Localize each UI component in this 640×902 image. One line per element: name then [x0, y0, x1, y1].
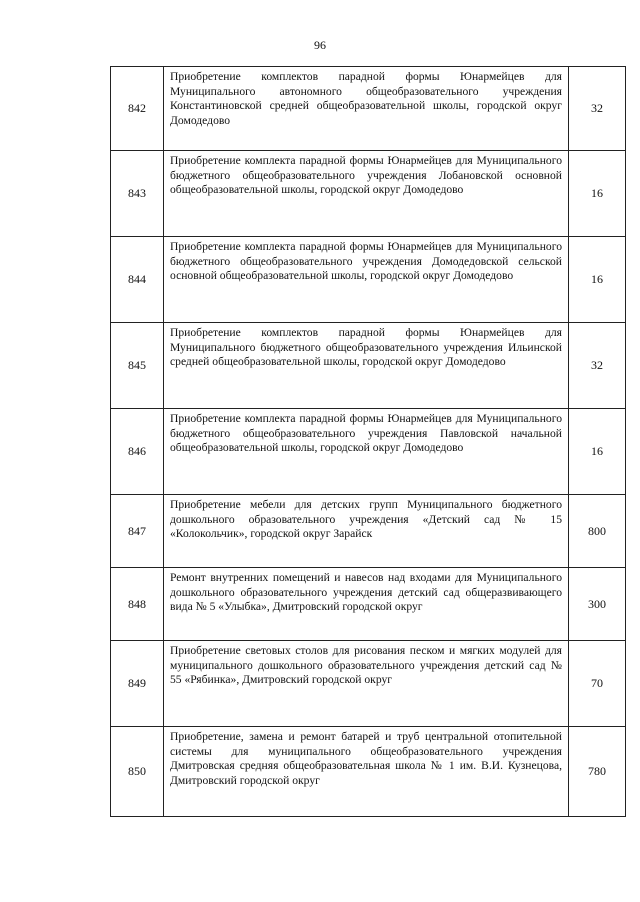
page-number: 96 [314, 38, 326, 52]
row-description: Приобретение комплекта парадной формы Юнармейцев для Муниципального бюджетного общеобразовательного учреждения Павловской начальной общеобразовательной школы, городской округ Домодедово [164, 409, 569, 495]
row-number: 848 [111, 568, 164, 641]
row-number: 846 [111, 409, 164, 495]
row-number: 843 [111, 151, 164, 237]
row-amount: 300 [569, 568, 626, 641]
row-amount: 800 [569, 495, 626, 568]
row-number: 850 [111, 727, 164, 817]
table-row [111, 151, 626, 237]
row-description: Приобретение комплектов парадной формы Юнармейцев для Муниципального автономного общеобразовательного учреждения Константиновской средней общеобразовательной школы, городской округ Домодедово [164, 67, 569, 151]
row-description: Приобретение мебели для детских групп Муниципального бюджетного дошкольного образовательного учреждения «Детский сад № 15 «Колокольчик», городской округ Зарайск [164, 495, 569, 568]
row-number: 842 [111, 67, 164, 151]
table-row [111, 641, 626, 727]
table-row [111, 568, 626, 641]
row-amount: 70 [569, 641, 626, 727]
row-amount: 16 [569, 409, 626, 495]
table-row [111, 67, 626, 151]
row-number: 844 [111, 237, 164, 323]
table-row [111, 409, 626, 495]
row-number: 845 [111, 323, 164, 409]
table-row [111, 495, 626, 568]
row-amount: 780 [569, 727, 626, 817]
row-amount: 16 [569, 237, 626, 323]
table-row [111, 237, 626, 323]
row-description: Приобретение комплекта парадной формы Юнармейцев для Муниципального бюджетного общеобразовательного учреждения Домодедовской сельской основной общеобразовательной школы, городской округ Домодедово [164, 237, 569, 323]
row-description: Ремонт внутренних помещений и навесов над входами для Муниципального дошкольного образовательного учреждения детский сад общеразвивающего вида № 5 «Улыбка», Дмитровский городской округ [164, 568, 569, 641]
row-amount: 16 [569, 151, 626, 237]
row-description: Приобретение световых столов для рисования песком и мягких модулей для муниципального дошкольного образовательного учреждения детский сад № 55 «Рябинка», Дмитровский городской округ [164, 641, 569, 727]
row-number: 847 [111, 495, 164, 568]
row-amount: 32 [569, 67, 626, 151]
table-row [111, 323, 626, 409]
row-amount: 32 [569, 323, 626, 409]
row-number: 849 [111, 641, 164, 727]
row-description: Приобретение, замена и ремонт батарей и труб центральной отопительной системы для муниципального общеобразовательного учреждения Дмитровская средняя общеобразовательная школа № 1 им. В.И. Кузнецова, Дмитровский городской округ [164, 727, 569, 817]
row-description: Приобретение комплекта парадной формы Юнармейцев для Муниципального бюджетного общеобразовательного учреждения Лобановской основной общеобразовательной школы, городской округ Домодедово [164, 151, 569, 237]
row-description: Приобретение комплектов парадной формы Юнармейцев для Муниципального бюджетного общеобразовательного учреждения Ильинской средней общеобразовательной школы, городской округ Домодедово [164, 323, 569, 409]
items-table [110, 66, 626, 817]
table-row [111, 727, 626, 817]
